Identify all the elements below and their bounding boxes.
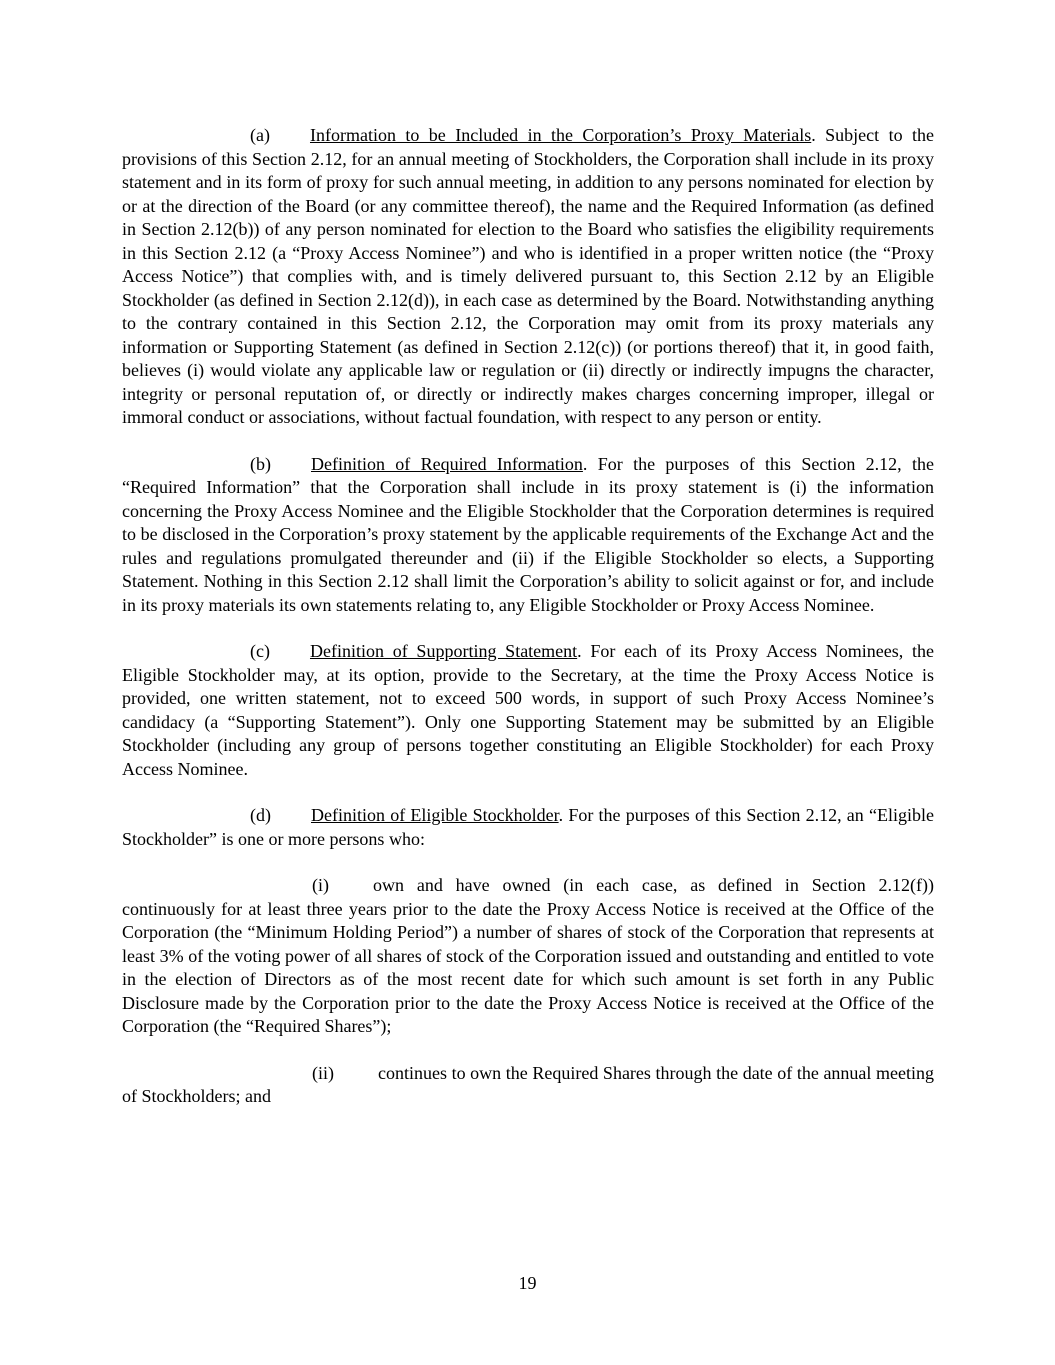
paragraph-c-body: . For each of its Proxy Access Nominees, the Eligible Stockholder may, at its option, provide to the Secretary, at the time the Proxy Access Notice is provided, one written statement, not to exceed 500 words, in support of such Proxy Access Nominee’s candidacy (a “Supporting Statement”). Only one Supporting Statement may be submitted by an Eligible Stockholder (including any group of persons together constituting an Eligible Stockholder) for each Proxy Access Nominee.	[122, 641, 934, 779]
paragraph-b	[122, 453, 934, 618]
subparagraph-i	[122, 874, 934, 1039]
paragraph-c-label: (c)	[250, 641, 270, 661]
paragraph-a-label: (a)	[250, 125, 270, 145]
paragraph-a-heading: Information to be Included in the Corporation’s Proxy Materials	[309, 125, 812, 145]
paragraph-d	[122, 804, 934, 851]
paragraph-d-label: (d)	[250, 805, 271, 825]
paragraph-a	[122, 124, 934, 430]
paragraph-b-heading: Definition of Required Information	[311, 453, 583, 474]
subparagraph-ii	[122, 1062, 934, 1109]
paragraph-d-heading: Definition of Eligible Stockholder	[311, 805, 559, 825]
paragraph-b-body: . For the purposes of this Section 2.12, the “Required Information” that the Corporation shall include in its proxy statement is (i) the information concerning the Proxy Access Nominee and the Eligible Stockholder that the Corporation determines is required to be disclosed in the Corporation’s proxy statement by the applicable requirements of the Exchange Act and the rules and regulations promulgated thereunder and (ii) if the Eligible Stockholder so elects, a Supporting Statement. Nothing in this Section 2.12 shall limit the Corporation’s ability to solicit against or for, and include in its proxy materials its own statements relating to, any Eligible Stockholder or Proxy Access Nominee.	[122, 453, 934, 615]
paragraph-b-label: (b)	[250, 453, 271, 474]
paragraph-d-body: . For the purposes of this Section 2.12, an “Eligible Stockholder” is one or more persons who:	[122, 805, 934, 849]
subparagraph-i-body: own and have owned (in each case, as defined in Section 2.12(f)) continuously for at least three years prior to the date the Proxy Access Notice is received at the Office of the Corporation (the “Minimum Holding Period”) a number of shares of stock of the Corporation that represents at least 3% of the voting power of all shares of stock of the Corporation issued and outstanding and entitled to vote in the election of Directors as of the most recent date for which such amount is set forth in any Public Disclosure made by the Corporation prior to the date the Proxy Access Notice is received at the Office of the Corporation (the “Required Shares”);	[122, 875, 934, 1036]
document-content	[122, 124, 934, 1132]
subparagraph-ii-label: (ii)	[312, 1062, 334, 1083]
page-number: 19	[518, 1273, 537, 1293]
paragraph-a-body: . Subject to the provisions of this Section 2.12, for an annual meeting of Stockholders, the Corporation shall include in its proxy statement and in its form of proxy for such annual meeting, in addition to any persons nominated for election by or at the direction of the Board (or any committee thereof), the name and the Required Information (as defined in Section 2.12(b)) of any person nominated for election to the Board who satisfies the eligibility requirements in this Section 2.12 (a “Proxy Access Nominee”) and who is identified in a proper written notice (the “Proxy Access Notice”) that complies with, and is timely delivered pursuant to, this Section 2.12 by an Eligible Stockholder (as defined in Section 2.12(d)), in each case as determined by the Board. Notwithstanding anything to the contrary contained in this Section 2.12, the Corporation may omit from its proxy materials any information or Supporting Statement (as defined in Section 2.12(c)) (or portions thereof) that it, in good faith, believes (i) would violate any applicable law or regulation or (ii) directly or indirectly impugns the character, integrity or personal reputation of, or directly or indirectly makes charges concerning improper, illegal or immoral conduct or associations, without factual foundation, with respect to any person or entity.	[122, 125, 934, 427]
subparagraph-ii-body: continues to own the Required Shares through the date of the annual meeting of Stockholders; and	[122, 1062, 934, 1106]
paragraph-c-heading: Definition of Supporting Statement	[309, 641, 578, 661]
paragraph-c	[122, 640, 934, 781]
subparagraph-i-label: (i)	[312, 875, 329, 895]
